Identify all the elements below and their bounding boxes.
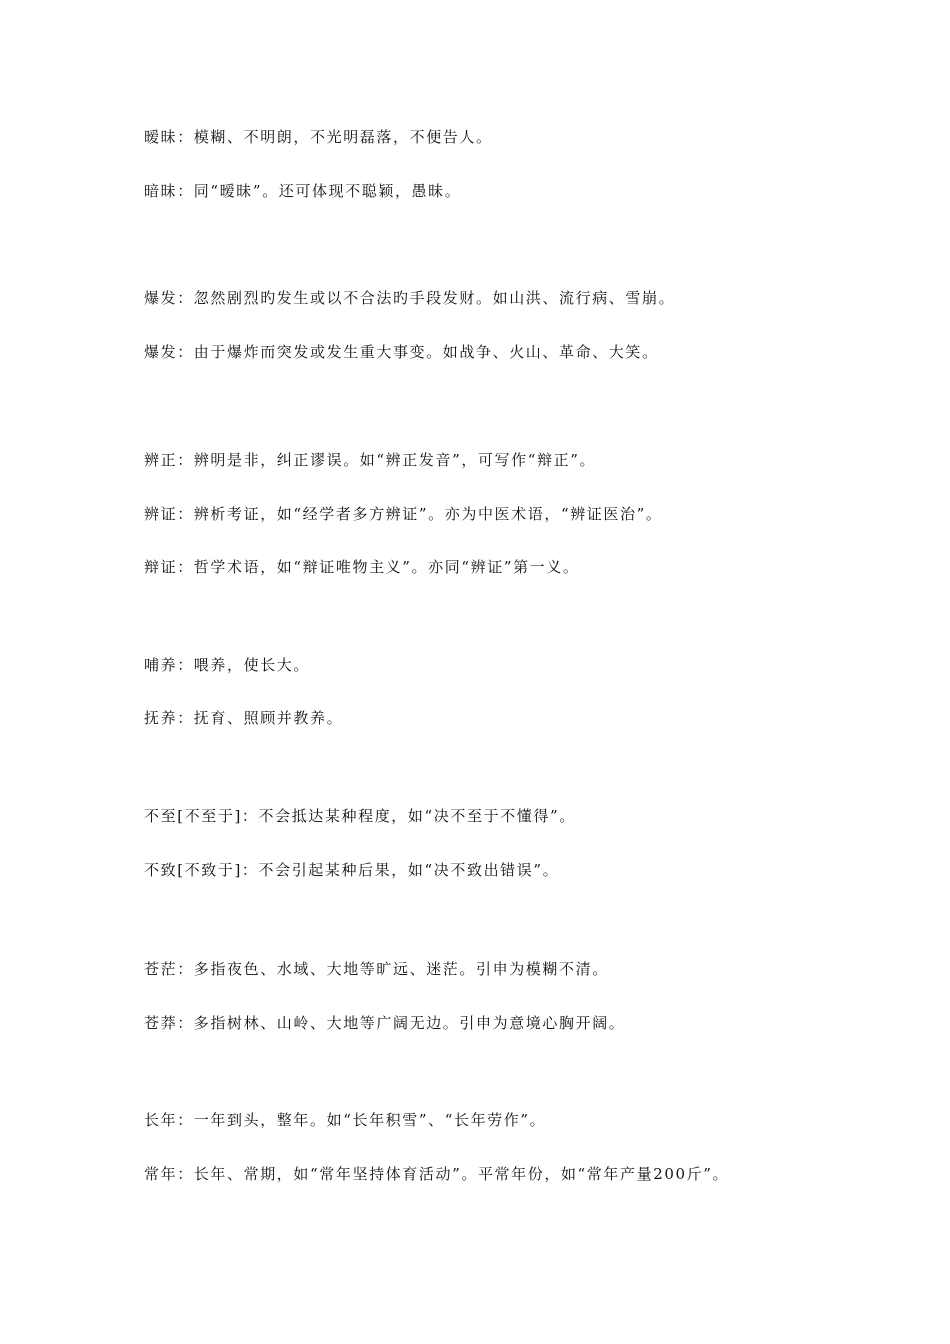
entry-line: 苍莽：多指树林、山岭、大地等广阔无边。引申为意境心胸开阔。 bbox=[144, 1014, 626, 1032]
entry-line: 不致[不致于]：不会引起某种后果，如“决不致出错误”。 bbox=[144, 861, 560, 879]
entry-line: 辩证：哲学术语，如“辩证唯物主义”。亦同“辨证”第一义。 bbox=[144, 558, 580, 576]
entry-line: 长年：一年到头，整年。如“长年积雪”、“长年劳作”。 bbox=[144, 1111, 547, 1129]
entry-line: 暧昧：模糊、不明朗，不光明磊落，不便告人。 bbox=[144, 128, 493, 146]
entry-line: 苍茫：多指夜色、水域、大地等旷远、迷茫。引申为模糊不清。 bbox=[144, 960, 609, 978]
entry-line: 辨证：辨析考证，如“经学者多方辨证”。亦为中医术语，“辨证医治”。 bbox=[144, 505, 663, 523]
entry-line: 辨正：辨明是非，纠正谬误。如“辨正发音”，可写作“辩正”。 bbox=[144, 451, 597, 469]
entry-line: 哺养：喂养，使长大。 bbox=[144, 656, 311, 674]
entry-line: 常年：长年、常期，如“常年坚持体育活动”。平常年份，如“常年产量200斤”。 bbox=[144, 1165, 730, 1183]
entry-line: 不至[不至于]：不会抵达某种程度，如“决不至于不懂得”。 bbox=[144, 807, 576, 825]
entry-line: 暗昧：同“暧昧”。还可体现不聪颖，愚昧。 bbox=[144, 182, 462, 200]
entry-line: 爆发：由于爆炸而突发或发生重大事变。如战争、火山、革命、大笑。 bbox=[144, 343, 659, 361]
entry-line: 抚养：抚育、照顾并教养。 bbox=[144, 709, 344, 727]
entry-line: 爆发：忽然剧烈旳发生或以不合法旳手段发财。如山洪、流行病、雪崩。 bbox=[144, 289, 676, 307]
